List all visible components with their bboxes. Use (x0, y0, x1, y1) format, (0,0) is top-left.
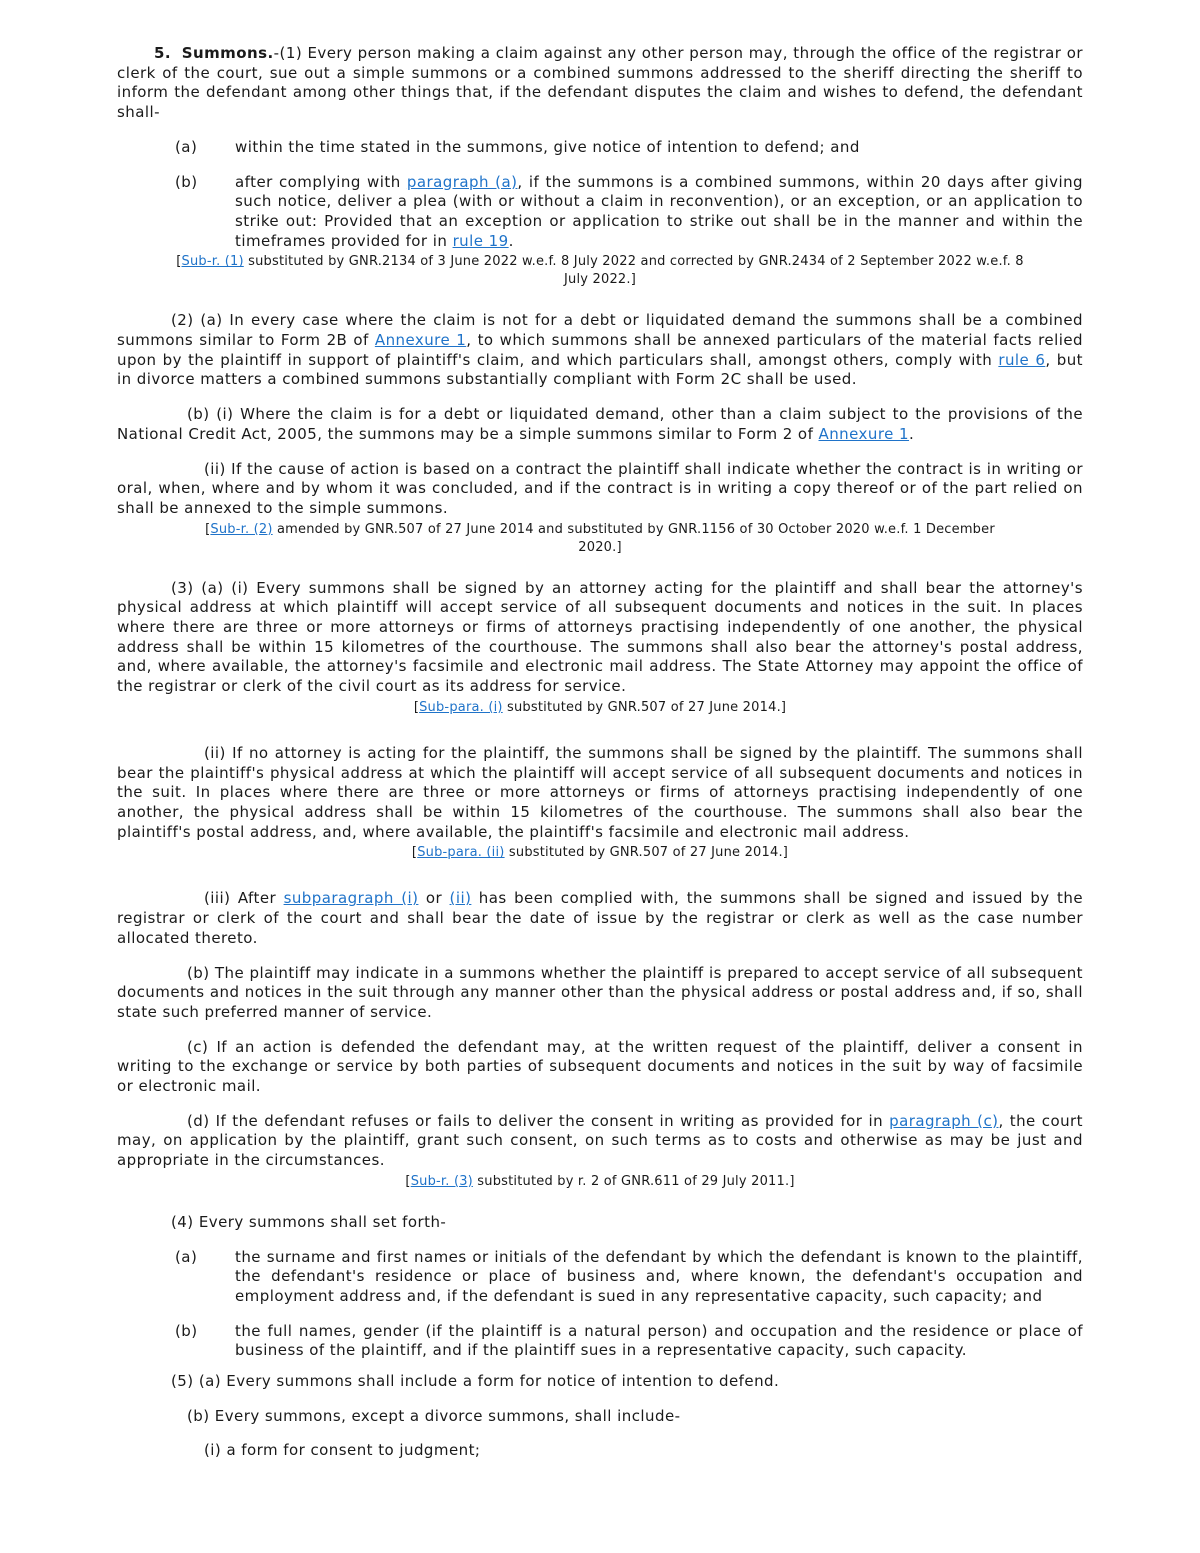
item-text: the surname and first names or initials of the defendant by which the defendant is known to the plaintiff, the defendant's residence or place of business and, where known, the defendant's occupation and employment address and, if the defendant is sued in any representative capacity, such capacity; and (235, 1247, 1083, 1305)
amendment-note-sub-para-ii: [Sub-para. (ii) substituted by GNR.507 of 27 June 2014.] (411, 845, 789, 861)
sub2-b-ii: (ii) If the cause of action is based on a contract the plaintiff shall indicate whether the contract is in writing or oral, when, where and by whom it was concluded, and if the contract is in writing a copy thereof or of the part relied on shall be annexed to the simple summons. (117, 459, 1083, 517)
sub3-d: (d) If the defendant refuses or fails to deliver the consent in writing as provided for in paragraph (c), the court may, on application by the plaintiff, grant such consent, on such terms as to costs and otherwise as may be just and appropriate in the circumstances. (117, 1111, 1083, 1170)
sub3-a-ii: (ii) If no attorney is acting for the plaintiff, the summons shall be signed by the plaintiff. The summons shall bear the plaintiff's physical address at which the plaintiff will accept service of all subsequent documents and notices in the suit. In places where there are three or more attorneys or firms of attorneys practising independently of one another, the physical address shall be within 15 kilometres of the courthouse. The summons shall also bear the plaintiff's postal address, and, where available, the plaintiff's facsimile and electronic mail address. (117, 743, 1083, 841)
item-label: (b) (175, 172, 198, 191)
amendment-note-sub-r-2: [Sub-r. (2) amended by GNR.507 of 27 June 2014 and substituted by GNR.1156 of 30 October 2020 w.e.f. 1 December 2020.] (205, 521, 995, 555)
section-number: 5. (154, 44, 172, 62)
sub1-item-a (117, 138, 1083, 158)
sub5-a: (5) (a) Every summons shall include a form for notice of intention to defend. (171, 1372, 780, 1391)
sub-r-3-link[interactable]: Sub-r. (3) (410, 1173, 473, 1189)
item-text: within the time stated in the summons, give notice of intention to defend; and (235, 137, 860, 156)
item-label: (b) (175, 1321, 198, 1340)
sub4-item-b (117, 1322, 1083, 1361)
subparagraph-ii-link[interactable]: (ii) (449, 889, 472, 908)
item-label: (a) (175, 1247, 198, 1266)
subparagraph-i-link[interactable]: subparagraph (i) (283, 889, 419, 908)
sub-r-2-link[interactable]: Sub-r. (2) (210, 521, 273, 537)
annexure-1-link[interactable]: Annexure 1 (818, 424, 910, 443)
sub4-item-a (117, 1248, 1083, 1307)
rule-6-link[interactable]: rule 6 (998, 350, 1046, 369)
sub3-b: (b) The plaintiff may indicate in a summons whether the plaintiff is prepared to accept service of all subsequent documents and notices in the suit through any manner other than the physical address or postal address and, if so, shall state such preferred manner of service. (117, 963, 1083, 1021)
sub3-a-i: (3) (a) (i) Every summons shall be signed by an attorney acting for the plaintiff and shall bear the attorney's physical address at which plaintiff will accept service of all subsequent documents and notices in the suit. In places where there are three or more attorneys or firms of attorneys practising independently of one another, the physical address shall be within 15 kilometres of the courthouse. The summons shall also bear the attorney's postal address, and, where available, the attorney's facsimile and electronic mail address. The State Attorney may appoint the office of the registrar or clerk of the civil court as its address for service. (117, 578, 1083, 696)
item-label: (a) (175, 137, 198, 156)
sub1-item-b (117, 173, 1083, 252)
amendment-note-sub-para-i: [Sub-para. (i) substituted by GNR.507 of 27 June 2014.] (413, 699, 787, 715)
rule-19-link[interactable]: rule 19 (452, 231, 509, 250)
sub5-b: (b) Every summons, except a divorce summons, shall include- (187, 1406, 681, 1425)
item-text: the full names, gender (if the plaintiff is a natural person) and occupation and the residence or place of business of the plaintiff, and if the plaintiff sues in a representative capacity, such capacity. (235, 1321, 1083, 1360)
item-text: after complying with paragraph (a), if the summons is a combined summons, within 20 days after giving such notice, deliver a plea (with or without a claim in reconvention), or an exception, or an application to strike out: Provided that an exception or application to strike out shall be in the manner and within the timeframes provided for in rule 19. (235, 172, 1084, 250)
amendment-note-sub-r-3: [Sub-r. (3) substituted by r. 2 of GNR.611 of 29 July 2011.] (405, 1173, 795, 1189)
amendment-note-sub-r-1: [Sub-r. (1) substituted by GNR.2134 of 3 June 2022 w.e.f. 8 July 2022 and corrected by GNR.2434 of 2 September 2022 w.e.f. 8 July 2022.] (176, 254, 1024, 288)
paragraph-a-link[interactable]: paragraph (a) (406, 172, 518, 191)
section-5-intro: 5. Summons.-(1) Every person making a claim against any other person may, through the office of the registrar or clerk of the court, sue out a simple summons or a combined summons addressed to the sheriff directing the sheriff to inform the defendant among other things that, if the defendant disputes the claim and wishes to defend, the defendant shall- (117, 44, 1083, 122)
annexure-1-link[interactable]: Annexure 1 (374, 331, 467, 350)
sub-r-1-link[interactable]: Sub-r. (1) (181, 254, 244, 270)
section-heading: Summons. (181, 44, 274, 62)
sub2-a: (2) (a) In every case where the claim is not for a debt or liquidated demand the summons shall be a combined summons similar to Form 2B of Annexure 1, to which summons shall be annexed particulars of the material facts relied upon by the plaintiff in support of plaintiff's claim, and which particulars shall, amongst others, comply with rule 6, but in divorce matters a combined summons substantially compliant with Form 2C shall be used. (117, 311, 1083, 389)
sub2-b-i: (b) (i) Where the claim is for a debt or liquidated demand, other than a claim subject to the provisions of the National Credit Act, 2005, the summons may be a simple summons similar to Form 2 of Annexure 1. (117, 405, 1083, 443)
sub3-c: (c) If an action is defended the defendant may, at the written request of the plaintiff, deliver a consent in writing to the exchange or service by both parties of subsequent documents and notices in the suit by way of facsimile or electronic mail. (117, 1037, 1083, 1096)
sub-para-ii-link[interactable]: Sub-para. (ii) (417, 845, 505, 861)
sub3-a-iii: (iii) After subparagraph (i) or (ii) has been complied with, the summons shall be signed and issued by the registrar or clerk of the court and shall bear the date of issue by the registrar or clerk as well as the case number allocated thereto. (117, 889, 1083, 947)
sub4-intro: (4) Every summons shall set forth- (171, 1212, 447, 1231)
sub-para-i-link[interactable]: Sub-para. (i) (419, 699, 503, 715)
rule-5-document (117, 44, 1083, 1461)
paragraph-c-link[interactable]: paragraph (c) (889, 1111, 999, 1130)
sub5-b-i: (i) a form for consent to judgment; (204, 1441, 481, 1460)
